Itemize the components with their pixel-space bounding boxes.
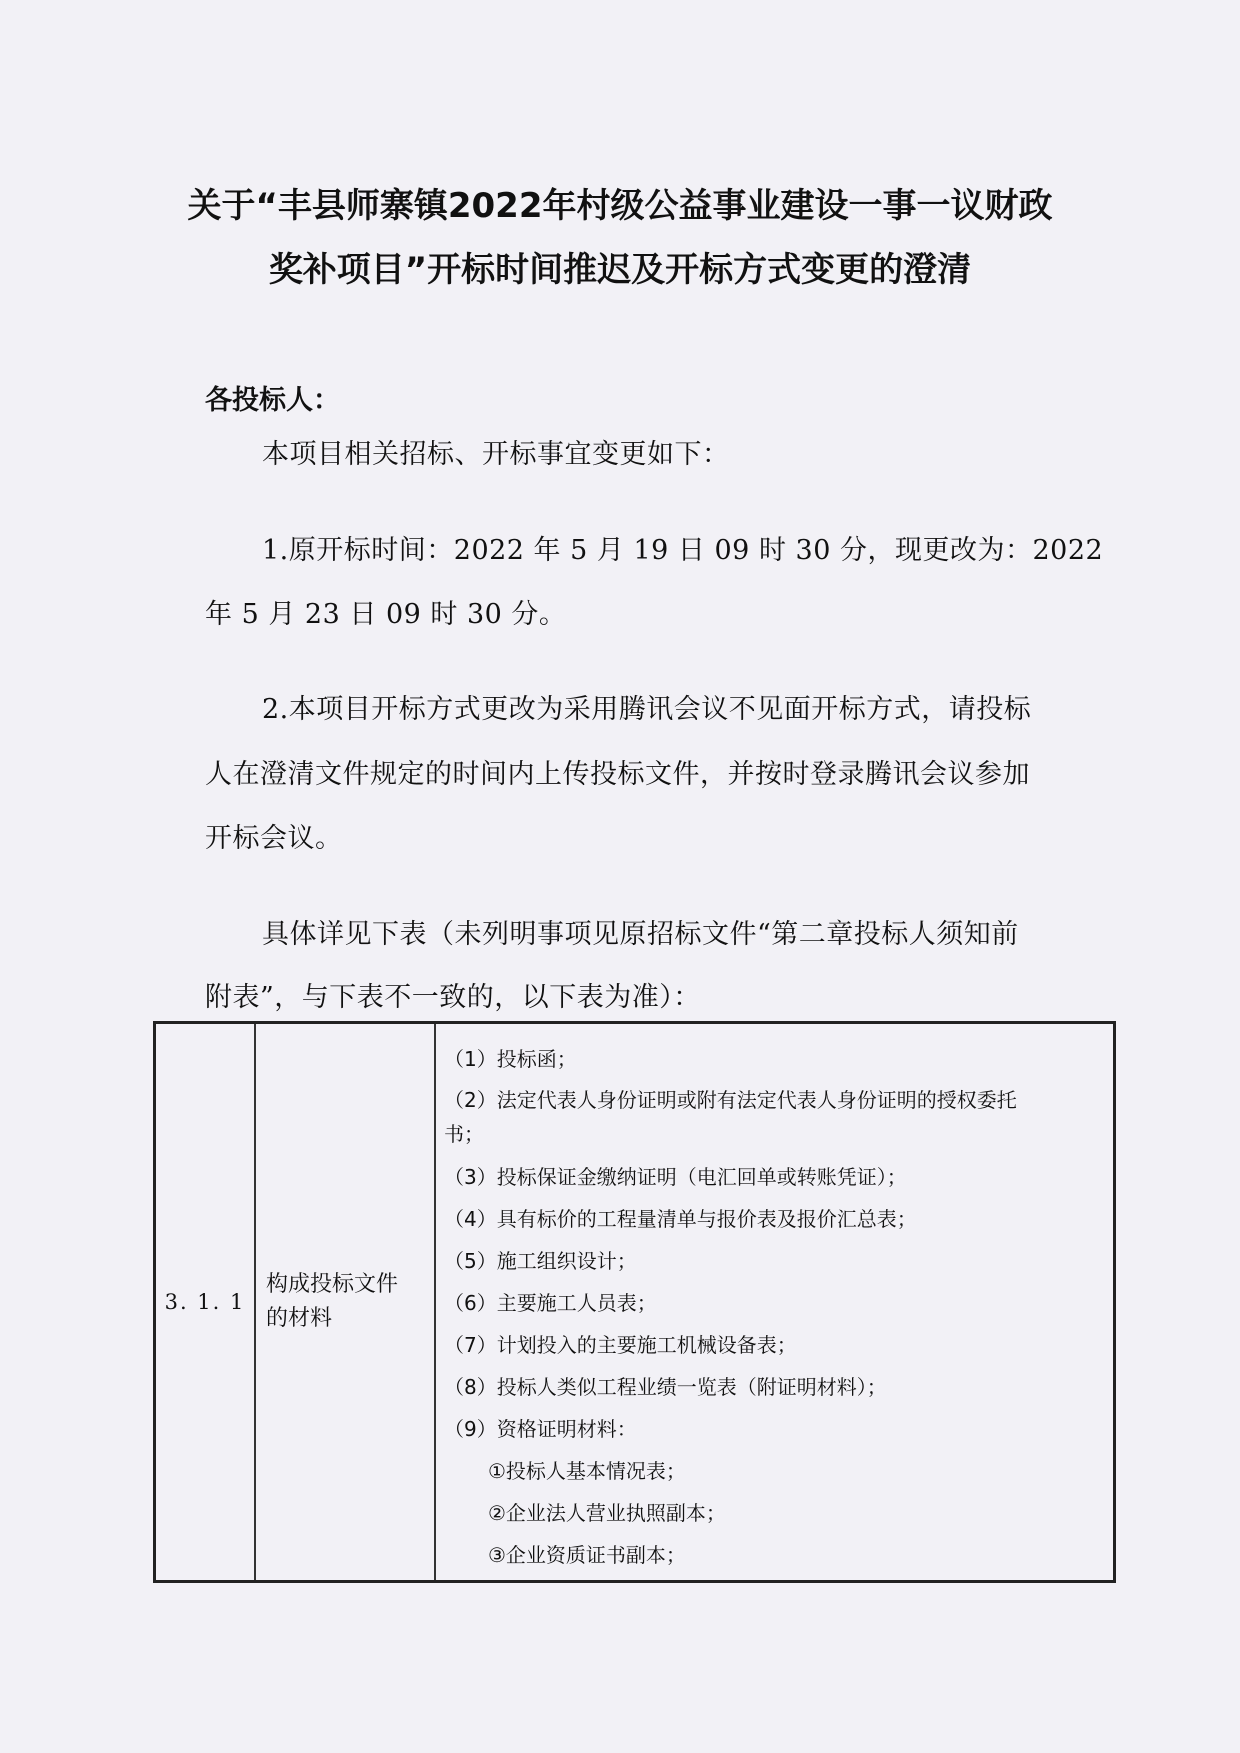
details-line-1: 具体详见下表（未列明事项见原招标文件“第二章投标人须知前 [262,919,1019,950]
list-item-continuation: 书； [444,1122,484,1146]
item-2-line-2: 人在澄清文件规定的时间内上传投标文件，并按时登录腾讯会议参加 [205,759,1030,790]
item-1-line-2: 年 5 月 23 日 09 时 30 分。 [205,599,567,630]
item-name-cell [255,1023,435,1582]
list-sub-item: ②企业法人营业执照副本； [488,1501,726,1525]
salutation: 各投标人： [205,385,340,416]
document-title-line-1: 关于“丰县师寨镇2022年村级公益事业建设一事一议财政 [187,186,1053,226]
list-item: （4）具有标价的工程量清单与报价表及报价汇总表； [444,1207,917,1231]
list-item: （2）法定代表人身份证明或附有法定代表人身份证明的授权委托 [444,1088,1017,1112]
list-item: （3）投标保证金缴纳证明（电汇回单或转账凭证）； [444,1165,907,1189]
list-item: （9）资格证明材料： [444,1417,637,1441]
materials-list-cell [435,1023,1115,1582]
list-item: （7）计划投入的主要施工机械设备表； [444,1333,797,1357]
details-line-2: 附表”，与下表不一致的，以下表为准）： [205,982,701,1013]
list-sub-item: ①投标人基本情况表； [488,1459,686,1483]
requirements-table [153,1021,1116,1583]
list-item: （6）主要施工人员表； [444,1291,657,1315]
table-row [155,1023,1115,1582]
item-2-line-1: 2.本项目开标方式更改为采用腾讯会议不见面开标方式，请投标 [262,694,1032,725]
item-name-line-2: 的材料 [266,1306,333,1331]
item-name-line-1: 构成投标文件 [266,1272,399,1297]
document-title-line-2: 奖补项目”开标时间推迟及开标方式变更的澄清 [268,250,972,290]
item-1-line-1: 1.原开标时间：2022 年 5 月 19 日 09 时 30 分，现更改为：2022 [262,535,1104,566]
list-item: （1）投标函； [444,1047,577,1071]
list-sub-item: ③企业资质证书副本； [488,1543,686,1567]
item-2-line-3: 开标会议。 [205,823,343,854]
clause-number: 3. 1. 1 [164,1290,246,1314]
intro-text: 本项目相关招标、开标事宜变更如下： [262,439,730,470]
list-item: （8）投标人类似工程业绩一览表（附证明材料）； [444,1375,887,1399]
clause-number-cell [155,1023,256,1582]
list-item: （5）施工组织设计； [444,1249,637,1273]
